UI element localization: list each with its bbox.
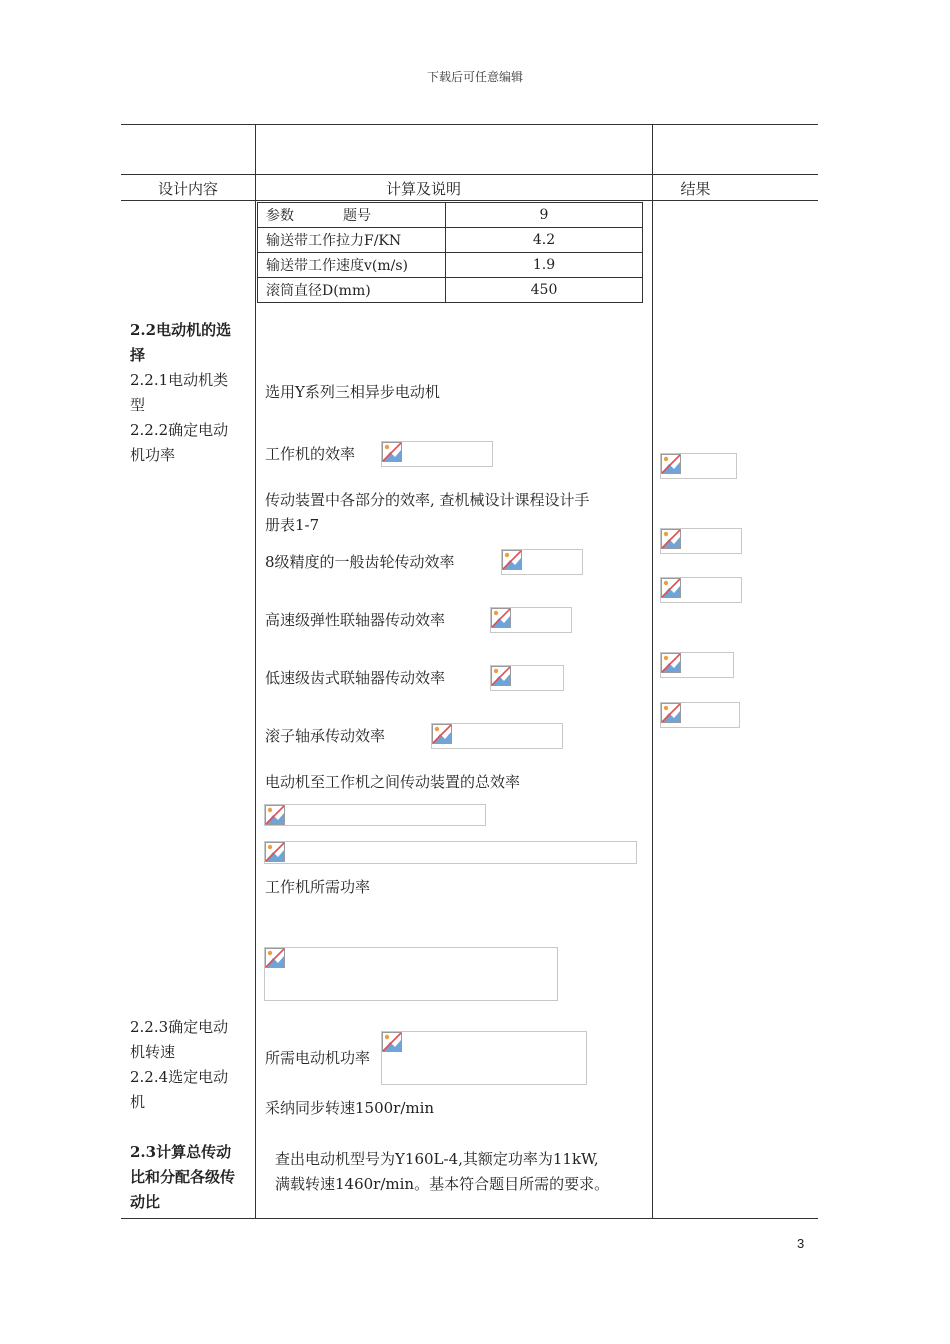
- section-heading-2-2-4: 2.2.4选定电动: [130, 1068, 229, 1086]
- drive-efficiency-text-cont: 册表1-7: [265, 516, 320, 534]
- motor-power-label: 所需电动机功率: [265, 1049, 371, 1067]
- param-value: 450: [446, 278, 643, 303]
- column-header-calc: 计算及说明: [385, 180, 461, 198]
- broken-image-icon: [265, 842, 285, 862]
- motor-type-text: 选用Y系列三相异步电动机: [265, 383, 440, 401]
- section-heading-2-3: 2.3计算总传动: [130, 1143, 232, 1161]
- formula-image-total-efficiency-2: [264, 841, 637, 864]
- formula-image-hs-coupling: [490, 607, 572, 633]
- page-number: 3: [797, 1236, 805, 1251]
- broken-image-icon: [382, 1032, 402, 1052]
- section-heading-2-2-1-cont: 型: [130, 396, 146, 414]
- table-row: [258, 228, 643, 253]
- formula-image-total-efficiency-1: [264, 804, 486, 826]
- gear-efficiency-label: 8级精度的一般齿轮传动效率: [265, 553, 455, 571]
- broken-image-icon: [661, 454, 681, 474]
- broken-image-icon: [661, 653, 681, 673]
- param-label: 输送带工作速度v(m/s): [258, 253, 446, 278]
- formula-image-motor-power: [381, 1031, 587, 1085]
- section-heading-2-3-cont2: 动比: [130, 1193, 161, 1211]
- table-row: [258, 253, 643, 278]
- section-heading-2-3-cont: 比和分配各级传: [130, 1168, 236, 1186]
- drive-efficiency-text: 传动装置中各部分的效率, 查机械设计课程设计手: [265, 491, 590, 509]
- sync-speed-text: 采纳同步转速1500r/min: [265, 1099, 435, 1117]
- page-header-note: 下载后可任意编辑: [426, 70, 523, 84]
- section-heading-2-2-1: 2.2.1电动机类: [130, 371, 229, 389]
- column-divider-2: [652, 124, 653, 1219]
- section-heading-2-2: 2.2电动机的选: [130, 321, 232, 339]
- table-row: [258, 203, 643, 228]
- header-row-bottom: [121, 200, 818, 201]
- result-image-3: [660, 577, 742, 603]
- formula-image-bearing: [431, 723, 563, 749]
- param-label: 参数 题号: [258, 203, 446, 228]
- hs-coupling-efficiency-label: 高速级弹性联轴器传动效率: [265, 611, 446, 629]
- result-image-5: [660, 702, 740, 728]
- broken-image-icon: [491, 666, 511, 686]
- param-label: 输送带工作拉力F/KN: [258, 228, 446, 253]
- parameter-table: [257, 202, 643, 303]
- param-label: 滚筒直径D(mm): [258, 278, 446, 303]
- section-heading-2-2-cont: 择: [130, 346, 146, 364]
- broken-image-icon: [661, 578, 681, 598]
- column-header-result: 结果: [680, 180, 711, 198]
- param-value: 4.2: [446, 228, 643, 253]
- result-image-4: [660, 652, 734, 678]
- param-value: 9: [446, 203, 643, 228]
- broken-image-icon: [661, 529, 681, 549]
- formula-image-ls-coupling: [490, 665, 564, 691]
- table-row: [258, 278, 643, 303]
- work-power-label: 工作机所需功率: [265, 878, 371, 896]
- param-value: 1.9: [446, 253, 643, 278]
- broken-image-icon: [502, 550, 522, 570]
- broken-image-icon: [661, 703, 681, 723]
- formula-image-work-power: [264, 947, 558, 1001]
- table-top-border: [121, 124, 818, 125]
- motor-model-text-cont: 满载转速1460r/min。基本符合题目所需的要求。: [275, 1175, 610, 1193]
- section-heading-2-2-3-cont: 机转速: [130, 1043, 176, 1061]
- work-efficiency-label: 工作机的效率: [265, 445, 356, 463]
- section-heading-2-2-4-cont: 机: [130, 1093, 146, 1111]
- section-heading-2-2-3: 2.2.3确定电动: [130, 1018, 229, 1036]
- total-efficiency-label: 电动机至工作机之间传动装置的总效率: [265, 773, 521, 791]
- bearing-efficiency-label: 滚子轴承传动效率: [265, 727, 386, 745]
- column-divider-1: [255, 124, 256, 1219]
- header-row-divider: [121, 174, 818, 175]
- broken-image-icon: [491, 608, 511, 628]
- section-heading-2-2-2-cont: 机功率: [130, 446, 176, 464]
- formula-image-work-efficiency: [381, 441, 493, 467]
- formula-image-gear-efficiency: [501, 549, 583, 575]
- ls-coupling-efficiency-label: 低速级齿式联轴器传动效率: [265, 669, 446, 687]
- broken-image-icon: [265, 805, 285, 825]
- result-image-2: [660, 528, 742, 554]
- section-heading-2-2-2: 2.2.2确定电动: [130, 421, 229, 439]
- broken-image-icon: [432, 724, 452, 744]
- broken-image-icon: [265, 948, 285, 968]
- motor-model-text: 查出电动机型号为Y160L-4,其额定功率为11kW,: [275, 1150, 599, 1168]
- broken-image-icon: [382, 442, 402, 462]
- result-image-1: [660, 453, 737, 479]
- table-bottom-border: [121, 1218, 818, 1219]
- column-header-design: 设计内容: [157, 180, 218, 198]
